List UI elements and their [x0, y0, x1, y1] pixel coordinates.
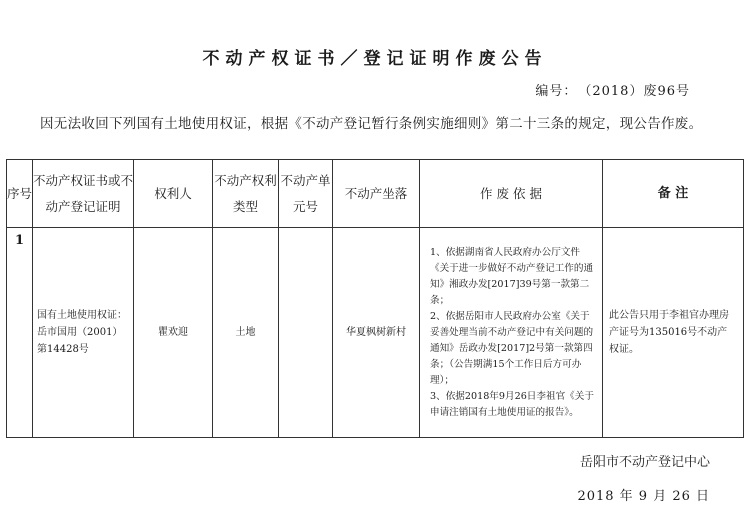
header-basis: 作 废 依 据	[420, 160, 603, 228]
cell-location: 华夏枫树新村	[333, 228, 420, 438]
document-number: 编号： （2018）废96号	[535, 84, 690, 99]
basis-item-2: 2、依据岳阳市人民政府办公室《关于妥善处理当前不动产登记中有关问题的通知》岳政办发[2017]2号第一款第四条；（公告期满15个工作日后方可办理）；	[430, 310, 594, 386]
cell-basis	[420, 228, 603, 438]
header-cert: 不动产权证书或不动产登记证明	[33, 160, 134, 228]
table-row	[7, 228, 744, 438]
header-owner: 权利人	[134, 160, 213, 228]
page-title: 不动产权证书／登记证明作废公告	[202, 49, 548, 69]
header-right-type: 不动产权利类型	[213, 160, 279, 228]
cell-cert: 国有土地使用权证：岳市国用（2001）第14428号	[33, 228, 134, 438]
header-location: 不动产坐落	[333, 160, 420, 228]
seq-number: 1	[14, 233, 25, 248]
basis-item-3: 3、依据2018年9月26日李祖官《关于申请注销国有土地使用证的报告》。	[430, 390, 594, 418]
cell-owner: 瞿欢迎	[134, 228, 213, 438]
cell-right-type: 土地	[213, 228, 279, 438]
issue-date: 2018 年 9 月 26 日	[577, 489, 710, 504]
header-remark: 备 注	[603, 160, 744, 228]
cell-seq	[7, 228, 33, 438]
intro-paragraph: 因无法收回下列国有土地使用权证，根据《不动产登记暂行条例实施细则》第二十三条的规定，现公告作废。	[40, 116, 703, 132]
cell-unit-no	[279, 228, 333, 438]
issuer-name: 岳阳市不动产登记中心	[579, 455, 710, 470]
basis-item-1: 1、依据湖南省人民政府办公厅文件《关于进一步做好不动产登记工作的通知》湘政办发[2017]39号第一款第二条；	[430, 246, 594, 306]
header-seq: 序号	[7, 160, 33, 228]
table-header-row	[7, 160, 744, 228]
cell-remark: 此公告只用于李祖官办理房产证号为135016号不动产权证。	[603, 228, 744, 438]
header-unit-no: 不动产单元号	[279, 160, 333, 228]
announcement-table	[6, 159, 744, 438]
